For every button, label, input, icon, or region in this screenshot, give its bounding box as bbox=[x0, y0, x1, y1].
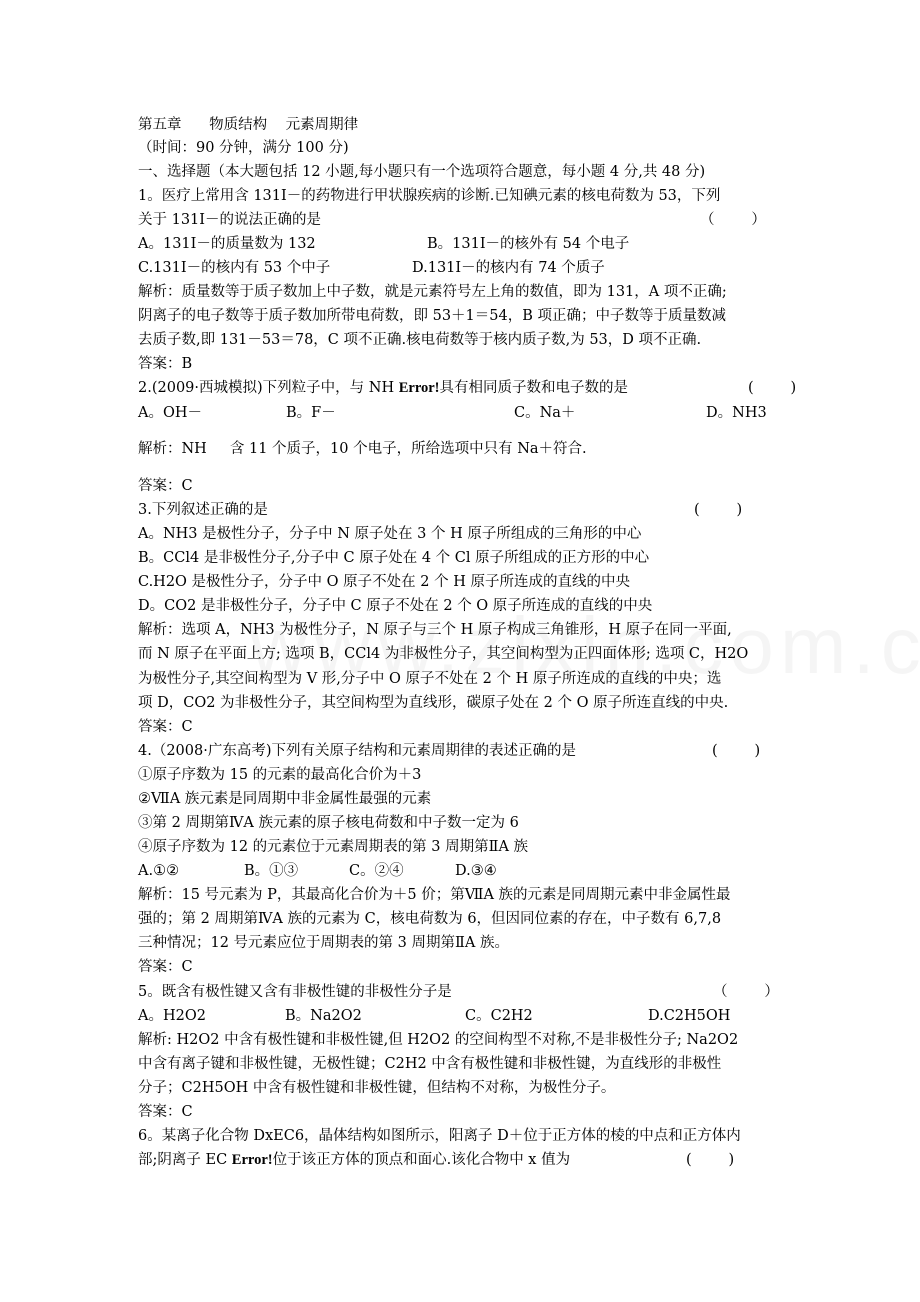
q4-stem: 4.（2008·广东高考)下列有关原子结构和元素周期律的表述正确的是 bbox=[138, 743, 576, 759]
q3-explanation-line2: 而 N 原子在平面上方; 选项 B，CCl4 为非极性分子，其空间构型为正四面体形; 选项 C，H2O bbox=[138, 646, 749, 662]
q2-option-d: D。NH3 bbox=[706, 405, 767, 421]
q5-explanation-line1: 解析: H2O2 中含有极性键和非极性键,但 H2O2 的空间构型不对称,不是非极性分子; Na2O2 bbox=[138, 1032, 739, 1048]
q4-explanation-line1: 解析：15 号元素为 P，其最高化合价为＋5 价；第ⅦA 族的元素是同周期元素中非金属性最 bbox=[138, 887, 731, 903]
exam-time: （时间：90 分钟，满分 100 分) bbox=[138, 140, 349, 156]
q4-explanation-line3: 三种情况；12 号元素应位于周期表的第 3 周期第ⅡA 族。 bbox=[138, 935, 509, 951]
q5-option-c: C。C2H2 bbox=[465, 1008, 533, 1024]
q2-stem-post: 具有相同质子数和电子数的是 bbox=[439, 380, 629, 396]
q1-stem-line2: 关于 131I－的说法正确的是 bbox=[138, 212, 322, 228]
q1-stem-line1: 1。医疗上常用含 131I－的药物进行甲状腺疾病的诊断.已知碘元素的核电荷数为 53，下列 bbox=[138, 188, 721, 204]
q1-explanation-line3: 去质子数,即 131－53＝78，C 项不正确.核电荷数等于核内质子数,为 53，D 项不正确. bbox=[138, 332, 702, 348]
q2-option-c: C。Na＋ bbox=[514, 405, 576, 421]
q4-statement-3: ③第 2 周期第ⅣA 族元素的原子核电荷数和中子数一定为 6 bbox=[138, 815, 519, 831]
q4-statement-4: ④原子序数为 12 的元素位于元素周期表的第 3 周期第ⅡA 族 bbox=[138, 839, 529, 855]
q5-option-b: B。Na2O2 bbox=[285, 1008, 362, 1024]
q2-stem-pre: 2.(2009·西城模拟)下列粒子中，与 NH bbox=[138, 380, 399, 396]
q4-option-d: D.③④ bbox=[455, 863, 497, 879]
section-heading: 一、选择题（本大题包括 12 小题,每小题只有一个选项符合题意，每小题 4 分,共 48 分) bbox=[138, 164, 706, 180]
q3-answer: 答案：C bbox=[138, 719, 193, 735]
q2-error-field: Error! bbox=[398, 380, 440, 396]
q5-answer-paren: （ ） bbox=[713, 984, 779, 1000]
q4-option-c: C。②④ bbox=[349, 863, 404, 879]
q6-answer-paren: ( ) bbox=[686, 1152, 735, 1168]
q3-explanation-line4: 项 D，CO2 为非极性分子，其空间构型为直线形，碳原子处在 2 个 O 原子所连直线的中央. bbox=[138, 695, 729, 711]
q1-option-c: C.131I－的核内有 53 个中子 bbox=[138, 260, 331, 276]
q5-option-d: D.C2H5OH bbox=[648, 1008, 731, 1024]
q3-option-b: B。CCl4 是非极性分子,分子中 C 原子处在 4 个 Cl 原子所组成的正方形的中心 bbox=[138, 550, 650, 566]
q1-explanation-line2: 阴离子的电子数等于质子数加所带电荷数，即 53＋1＝54，B 项正确；中子数等于质量数减 bbox=[138, 308, 726, 324]
q1-answer: 答案：B bbox=[138, 356, 193, 372]
q2-answer: 答案：C bbox=[138, 478, 193, 494]
q6-error-field: Error! bbox=[231, 1152, 273, 1168]
q4-explanation-line2: 强的；第 2 周期第ⅣA 族的元素为 C，核电荷数为 6，但因同位素的存在，中子数有 6,7,8 bbox=[138, 911, 722, 927]
q6-stem-pre: 部;阴离子 EC bbox=[138, 1152, 232, 1168]
chapter-title: 第五章 物质结构 元素周期律 bbox=[138, 117, 359, 133]
q3-explanation-line1: 解析：选项 A，NH3 为极性分子，N 原子与三个 H 原子构成三角锥形，H 原子在同一平面, bbox=[138, 622, 732, 638]
q3-explanation-line3: 为极性分子,其空间构型为 V 形,分子中 O 原子不处在 2 个 H 原子所连成的直线的中央；选 bbox=[138, 671, 722, 687]
q1-option-a: A。131I－的质量数为 132 bbox=[138, 236, 316, 252]
q1-explanation-line1: 解析：质量数等于质子数加上中子数，就是元素符号左上角的数值，即为 131，A 项不正确; bbox=[138, 284, 727, 300]
q4-option-a: A.①② bbox=[138, 863, 180, 879]
q3-option-c: C.H2O 是极性分子，分子中 O 原子不处在 2 个 H 原子所连成的直线的中央 bbox=[138, 574, 630, 590]
q5-explanation-line2: 中含有离子键和非极性键，无极性键；C2H2 中含有极性键和非极性键，为直线形的非极性 bbox=[138, 1056, 722, 1072]
q1-option-d: D.131I－的核内有 74 个质子 bbox=[412, 260, 605, 276]
q4-statement-1: ①原子序数为 15 的元素的最高化合价为＋3 bbox=[138, 767, 422, 783]
q4-answer-paren: ( ) bbox=[712, 743, 761, 759]
q2-stem bbox=[138, 379, 628, 397]
q2-option-b: B。F－ bbox=[286, 405, 336, 421]
q6-stem-line2 bbox=[138, 1151, 570, 1169]
q6-stem-post: 位于该正方体的顶点和面心.该化合物中 x 值为 bbox=[272, 1152, 571, 1168]
q3-answer-paren: ( ) bbox=[694, 502, 743, 518]
q4-option-b: B。①③ bbox=[244, 863, 299, 879]
q3-stem: 3.下列叙述正确的是 bbox=[138, 502, 268, 518]
q5-explanation-line3: 分子；C2H5OH 中含有极性键和非极性键，但结构不对称，为极性分子。 bbox=[138, 1080, 616, 1096]
q5-stem: 5。既含有极性键又含有非极性键的非极性分子是 bbox=[138, 984, 452, 1000]
q1-answer-paren: （ ） bbox=[700, 212, 766, 228]
q5-option-a: A。H2O2 bbox=[138, 1008, 206, 1024]
q6-stem-line1: 6。某离子化合物 DxEC6，晶体结构如图所示，阳离子 D＋位于正方体的棱的中点和正方体内 bbox=[138, 1128, 741, 1144]
q4-statement-2: ②ⅦA 族元素是同周期中非金属性最强的元素 bbox=[138, 791, 432, 807]
q2-option-a: A。OH－ bbox=[138, 405, 203, 421]
q2-answer-paren: ( ) bbox=[748, 380, 797, 396]
q1-option-b: B。131I－的核外有 54 个电子 bbox=[427, 236, 630, 252]
q2-explanation: 解析：NH 含 11 个质子，10 个电子，所给选项中只有 Na＋符合. bbox=[138, 441, 587, 457]
q5-answer: 答案：C bbox=[138, 1104, 193, 1120]
q3-option-d: D。CO2 是非极性分子，分子中 C 原子不处在 2 个 O 原子所连成的直线的中央 bbox=[138, 598, 653, 614]
q3-option-a: A。NH3 是极性分子，分子中 N 原子处在 3 个 H 原子所组成的三角形的中心 bbox=[138, 526, 642, 542]
q4-answer: 答案：C bbox=[138, 959, 193, 975]
